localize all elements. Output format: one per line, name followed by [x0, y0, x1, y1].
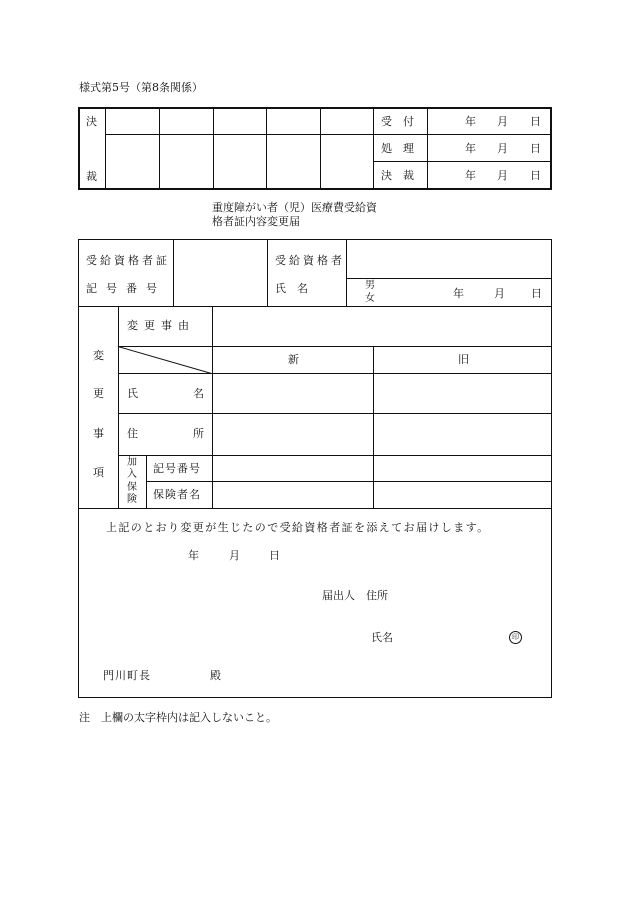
- received-day: 日: [530, 115, 541, 128]
- insurance-side-char-3: 保: [127, 482, 137, 493]
- title-line-2: 格者証内容変更届: [212, 215, 300, 228]
- addressee: 門川町長: [103, 669, 151, 682]
- declaration-day: 日: [269, 549, 280, 562]
- old-label: 旧: [458, 353, 469, 366]
- sex-female: 女: [365, 293, 375, 304]
- diagonal-divider: [118, 346, 211, 374]
- new-label: 新: [288, 353, 299, 366]
- addressee-honorific: 殿: [210, 669, 221, 682]
- holder-label-2: 氏 名: [275, 282, 308, 295]
- processed-month: 月: [497, 142, 508, 155]
- address-label-2: 所: [193, 427, 204, 440]
- name-label-2: 名: [193, 387, 204, 400]
- approval-side-label-bottom: 裁: [86, 170, 97, 183]
- processed-day: 日: [530, 142, 541, 155]
- approval-side-label-top: 決: [86, 115, 97, 128]
- insurance-number-label: 記号番号: [153, 462, 201, 475]
- title-line-1: 重度障がい者（児）医療費受給資: [212, 201, 377, 214]
- applicant-name-label: 氏名: [371, 631, 393, 644]
- processed-label: 処 理: [381, 142, 414, 155]
- change-side-char-4: 項: [93, 466, 104, 479]
- declaration-text: 上記のとおり変更が生じたので受給資格者証を添えてお届けします。: [106, 521, 490, 534]
- approved-label: 決 裁: [381, 169, 414, 182]
- cert-label-1: 受給資格者証: [86, 254, 170, 267]
- declaration-month: 月: [229, 549, 240, 562]
- approved-month: 月: [497, 169, 508, 182]
- name-label-1: 氏: [127, 387, 138, 400]
- birth-day: 日: [531, 287, 542, 300]
- received-label: 受 付: [381, 115, 414, 128]
- insurance-side-char-2: 入: [127, 469, 137, 480]
- footnote: 注 上欄の太字枠内は記入しないこと。: [79, 711, 277, 724]
- birth-year: 年: [453, 287, 464, 300]
- received-year: 年: [465, 115, 476, 128]
- holder-label-1: 受給資格者: [275, 254, 345, 267]
- address-label-1: 住: [127, 427, 138, 440]
- insurance-side-char-4: 険: [127, 494, 137, 505]
- insurance-side-char-1: 加: [127, 457, 137, 468]
- seal-mark-icon: 印: [509, 631, 522, 644]
- processed-year: 年: [465, 142, 476, 155]
- approved-year: 年: [465, 169, 476, 182]
- insurer-name-label: 保険者名: [153, 488, 201, 501]
- approved-day: 日: [530, 169, 541, 182]
- received-month: 月: [497, 115, 508, 128]
- sex-male: 男: [365, 280, 375, 291]
- change-reason-label: 変更事由: [127, 319, 195, 332]
- form-number: 様式第5号（第8条関係）: [79, 81, 203, 94]
- cert-label-2: 記号番号: [86, 282, 166, 295]
- applicant-address-label: 届出人 住所: [322, 589, 388, 602]
- change-side-char-3: 事: [93, 427, 104, 440]
- birth-month: 月: [494, 287, 505, 300]
- declaration-year: 年: [188, 549, 199, 562]
- change-side-char-2: 更: [93, 387, 104, 400]
- change-side-char-1: 変: [93, 349, 104, 362]
